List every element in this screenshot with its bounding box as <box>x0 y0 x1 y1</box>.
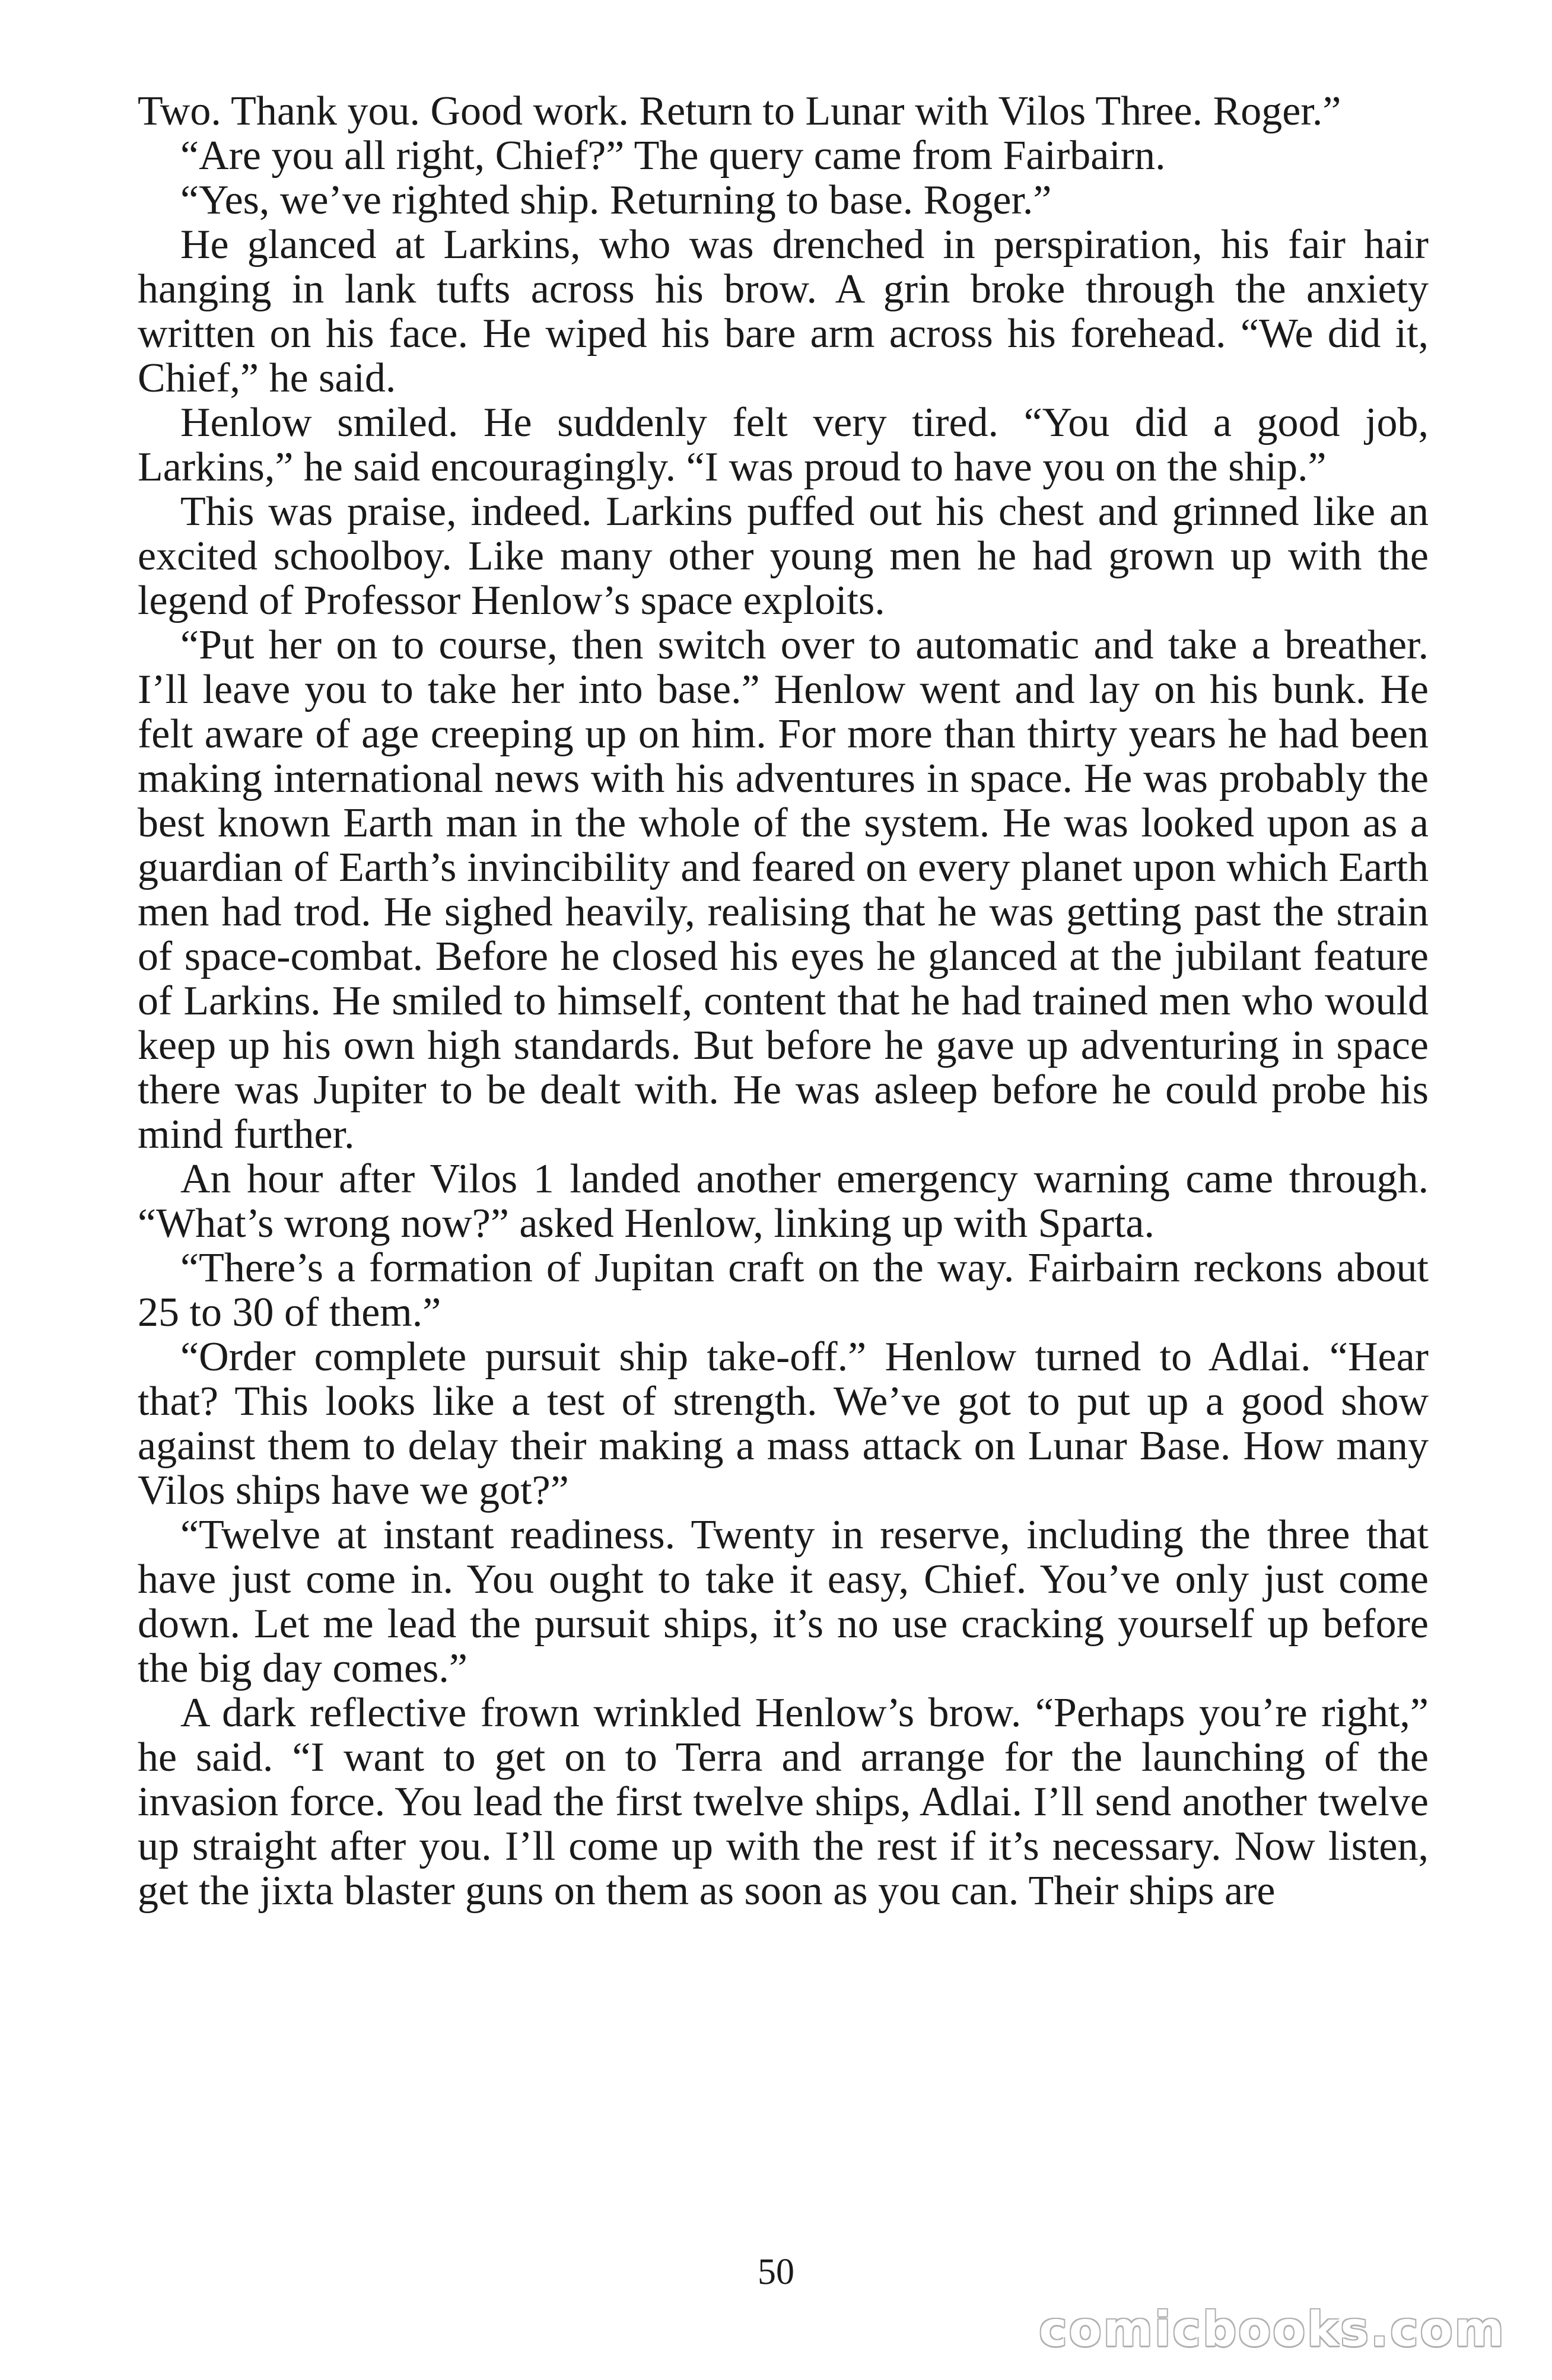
paragraph: “Are you all right, Chief?” The query came from Fairbairn. <box>180 133 1166 179</box>
paragraph: A dark reflective frown wrinkled Henlow’s brow. “Perhaps you’re right,” he said. “I want to get on to Terra and arrange for the launching of the invasion force. You lead the first twelve ships, Adlai. I’ll send another twelve up straight after you. I’ll come up with the rest if it’s necessary. Now listen, get the jixta blaster guns on them as soon as you can. Their ships are <box>138 1690 1429 1914</box>
paragraph: Henlow smiled. He suddenly felt very tired. “You did a good job, Larkins,” he said encouragingly. “I was proud to have you on the ship.” <box>138 400 1429 490</box>
paragraph: “Yes, we’ve righted ship. Returning to base. Roger.” <box>180 177 1052 223</box>
paragraph: He glanced at Larkins, who was drenched in perspiration, his fair hair hanging in lank tufts across his brow. A grin broke through the anxiety written on his face. He wiped his bare arm across his forehead. “We did it, Chief,” he said. <box>138 222 1429 401</box>
paragraph: An hour after Vilos 1 landed another emergency warning came through. “What’s wrong now?” asked Henlow, linking up with Sparta. <box>138 1156 1429 1246</box>
paragraph: This was praise, indeed. Larkins puffed out his chest and grinned like an excited schoolboy. Like many other young men he had grown up with the legend of Professor Henlow’s space exploits. <box>138 489 1429 623</box>
paragraph: “Put her on to course, then switch over to automatic and take a breather. I’ll leave you to take her into base.” Henlow went and lay on his bunk. He felt aware of age creeping up on him. For more than thirty years he had been making international news with his adventures in space. He was probably the best known Earth man in the whole of the system. He was looked upon as a guardian of Earth’s invincibility and feared on every planet upon which Earth men had trod. He sighed heavily, realising that he was getting past the strain of space-combat. Before he closed his eyes he glanced at the jubilant feature of Larkins. He smiled to himself, content that he had trained men who would keep up his own high standards. But before he gave up adventuring in space there was Jupiter to be dealt with. He was asleep before he could probe his mind further. <box>138 622 1429 1157</box>
watermark-logo: comicbooks.com <box>1039 2302 1506 2357</box>
paragraph: Two. Thank you. Good work. Return to Lunar with Vilos Three. Roger.” <box>138 88 1341 134</box>
page-number: 50 <box>758 2252 794 2292</box>
paragraph: “Order complete pursuit ship take-off.” Henlow turned to Adlai. “Hear that? This looks like a test of strength. We’ve got to put up a good show against them to delay their making a mass attack on Lunar Base. How many Vilos ships have we got?” <box>138 1334 1429 1513</box>
paragraph: “There’s a formation of Jupitan craft on the way. Fairbairn reckons about 25 to 30 of them.” <box>138 1245 1429 1335</box>
page-body <box>138 89 1429 2236</box>
paragraph: “Twelve at instant readiness. Twenty in reserve, including the three that have just come in. You ought to take it easy, Chief. You’ve only just come down. Let me lead the pursuit ships, it’s no use cracking yourself up before the big day comes.” <box>138 1512 1429 1691</box>
